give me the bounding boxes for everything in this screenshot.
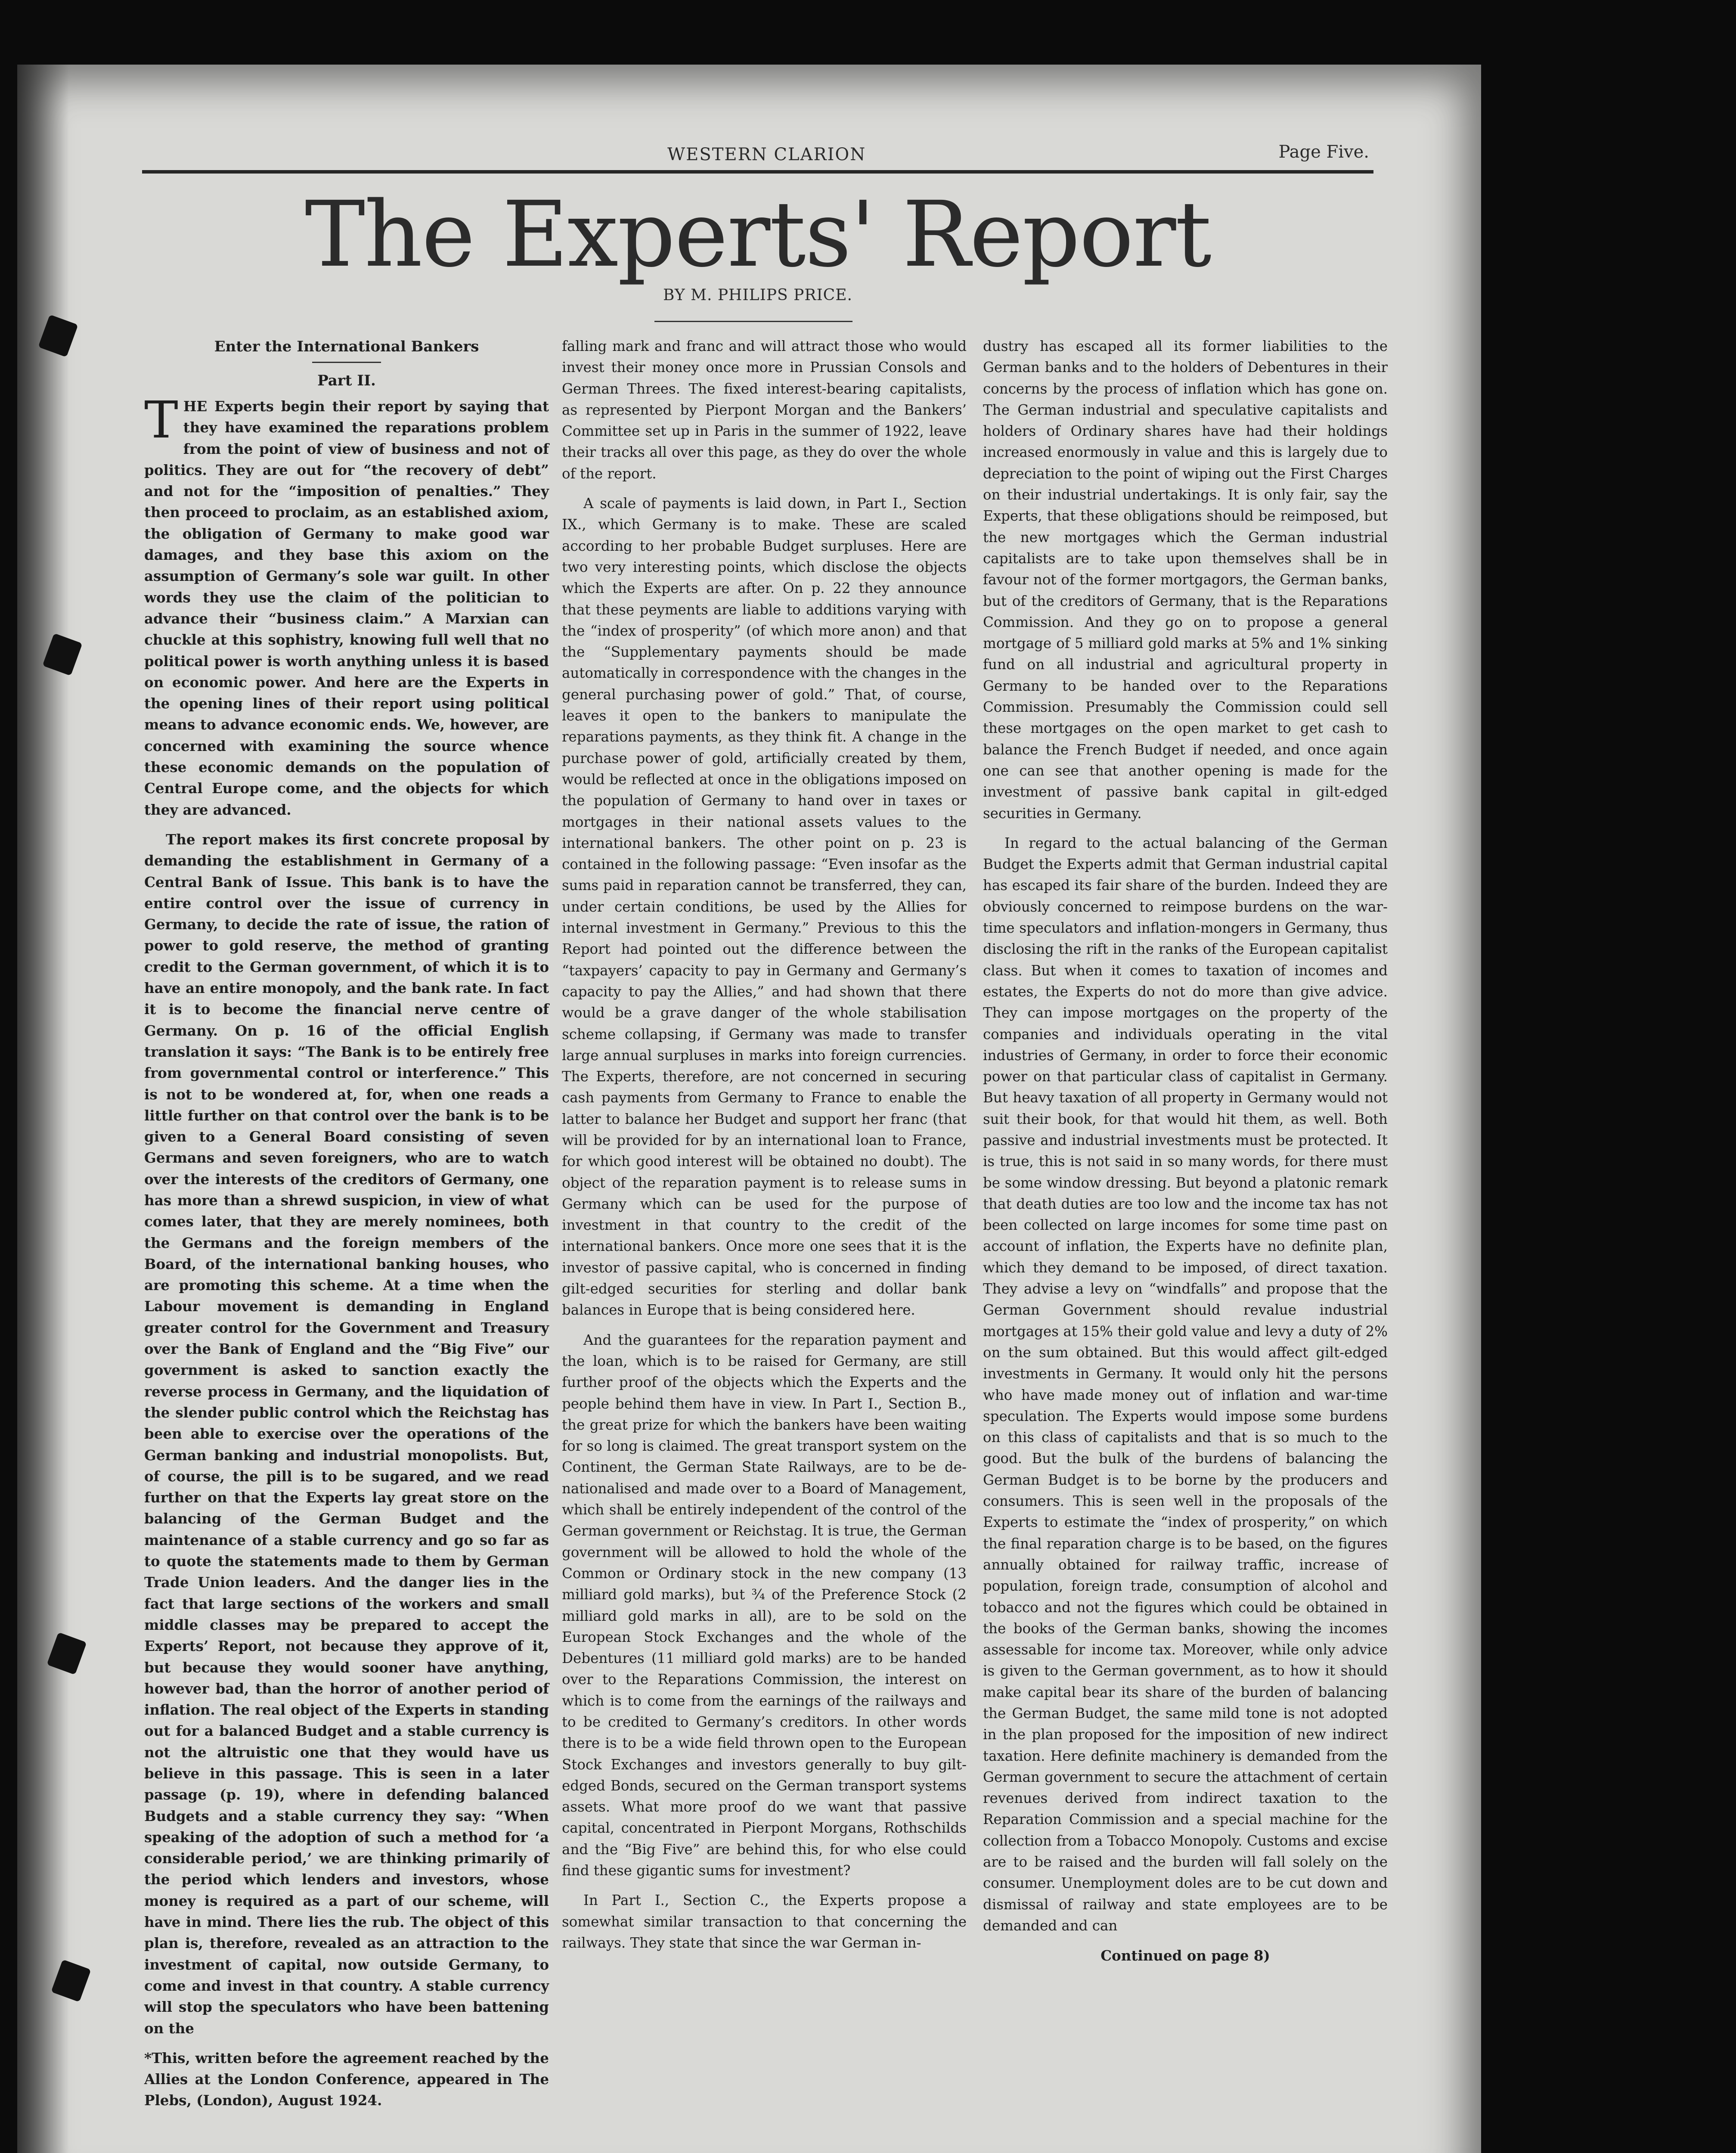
footnote: *This, written before the agreement reached by the Allies at the London Conference, appeared in The Plebs, (London), August 1924. bbox=[144, 2049, 549, 2109]
section-heading: Enter the International Bankers bbox=[214, 338, 479, 355]
section-rule bbox=[312, 362, 381, 363]
masthead bbox=[142, 142, 1373, 172]
drop-cap: T bbox=[144, 390, 178, 450]
paragraph: falling mark and franc and will attract those who would invest their money once more in Prussian Consols and German Threes. The fixed interest-bearing capitalists, as represented by Pierpont Morgan and the Bankers’ Committee set up in Paris in the summer of 1922, leave their tracks all over this page, as they do over the whole of the report. bbox=[562, 338, 967, 482]
paper-name: WESTERN CLARION bbox=[667, 145, 866, 164]
scan-shadow bbox=[17, 65, 69, 2153]
paragraph: And the guarantees for the reparation payment and the loan, which is to be raised for Germany, are still further proof of the objects which the Experts and the people behind them have in view. In Part I., Section B., the great prize for which the bankers have been waiting for so long is claimed. The great transport system on the Continent, the German State Railways, are to be de-nationalised and made over to a Board of Management, which shall be entirely independent of the control of the German government or Reichstag. It is true, the German government will be allowed to hold the whole of the Common or Ordinary stock in the new company (13 milliard gold marks), but ¾ of the Preference Stock (2 milliard gold marks in all), are to be sold on the European Stock Exchanges and the whole of the Debentures (11 milliard gold marks) are to be handed over to the Reparations Commission, the interest on which is to come from the earnings of the railways and to be credited to Germany’s creditors. In other words there is to be a wide field thrown open to the European Stock Exchanges and investors generally to buy gilt-edged Bonds, secured on the German transport systems assets. What more proof do we want that passive capital, concentrated in Pierpont Morgans, Rothschilds and the “Big Five” are behind this, for who else could find these gigantic sums for investment? bbox=[562, 1331, 967, 1879]
byline-rule bbox=[654, 321, 852, 322]
column-2 bbox=[562, 336, 967, 1962]
continued-note: Continued on page 8) bbox=[1100, 1947, 1270, 1964]
paragraph-text: HE Experts begin their report by saying that they have examined the reparations problem from the point of view of business and not of politics. They are out for “the recovery of debt” and not for the “imposition of penalties.” They then proceed to proclaim, as an established axiom, the obligation of Germany to make good war damages, and they base this axiom on the assumption of Germany’s sole war guilt. In other words they use the claim of the politician to advance their “business claim.” A Marxian can chuckle at this sophistry, knowing full well that no political power is worth anything unless it is based on economic power. And here are the Experts in the opening lines of their report using political means to advance economic ends. We, however, are concerned with examining the source whence these economic demands on the population of Central Europe come, and the objects for which they are advanced. bbox=[144, 398, 549, 818]
paragraph: In Part I., Section C., the Experts propose a somewhat similar transaction to that concerning the railways. They state that since the war German in- bbox=[562, 1892, 967, 1951]
column-1 bbox=[144, 336, 549, 2120]
paragraph: dustry has escaped all its former liabilities to the German banks and to the holders of Debentures in their concerns by the process of inflation which has gone on. The German industrial and speculative capitalists and holders of Ordinary shares have had their holdings increased enormously in value and this is largely due to depreciation to the point of wiping out the First Charges on their industrial undertakings. It is only fair, say the Experts, that these obligations should be reimposed, but the new mortgages which the German industrial capitalists are to take upon themselves shall be in favour not of the former mortgagors, the German banks, but of the creditors of Germany, that is the Reparations Commission. And they go on to propose a general mortgage of 5 milliard gold marks at 5% and 1% sinking fund on all industrial and agricultural property in Germany to be handed over to the Reparations Commission. Presumably the Commission could sell these mortgages on the open market to get cash to balance the French Budget if needed, and once again one can see that another opening is made for the investment of passive bank capital in gilt-edged securities in Germany. bbox=[983, 338, 1388, 822]
paragraph: In regard to the actual balancing of the German Budget the Experts admit that German industrial capital has escaped its fair share of the burden. Indeed they are obviously concerned to reimpose burdens on the war-time speculators and inflation-mongers in Germany, thus disclosing the rift in the ranks of the European capitalist class. But when it comes to taxation of incomes and estates, the Experts do not do more than give advice. They can impose mortgages on the property of the companies and individuals operating in the vital industries of Germany, in order to force their economic power on that particular class of capitalist in Germany. But heavy taxation of all property in Germany would not suit their book, for that would hit them, as well. Both passive and industrial investments must be protected. It is true, this is not said in so many words, for there must be some window dressing. But beyond a platonic remark that death duties are too low and the income tax has not been collected on large incomes for some time past on account of inflation, the Experts have no definite plan, which they demand to be imposed, of direct taxation. They advise a levy on “windfalls” and propose that the German Government should revalue industrial mortgages at 15% their gold value and levy a duty of 2% on the sum obtained. But this would affect gilt-edged investments in Germany. It would only hit the persons who have made money out of inflation and war-time speculation. The Experts would impose some burdens on this class of capitalists and that is so much to the good. But the bulk of the burdens of balancing the German Budget is to be borne by the producers and consumers. This is seen well in the proposals of the Experts to estimate the “index of prosperity,” on which the final reparation charge is to be based, on the figures annually obtained for railway traffic, increase of population, foreign trade, consumption of alcohol and tobacco and not the figures which could be obtained in the books of the German banks, showing the incomes assessable for income tax. Moreover, while only advice is given to the German government, as to how it should make capital bear its share of the burden of balancing the German Budget, the same mild tone is not adopted in the plan proposed for the imposition of new indirect taxation. Here definite machinery is demanded from the German government to secure the attachment of certain revenues derived from indirect taxation to the Reparation Commission and a special machine for the collection from a Tobacco Monopoly. Customs and excise are to be raised and the burden will fall solely on the consumer. Unemployment doles are to be cut down and dismissal of railway and state employees are to be demanded and can bbox=[983, 835, 1388, 1934]
byline: BY M. PHILIPS PRICE. bbox=[663, 286, 852, 304]
column-3 bbox=[983, 336, 1388, 1975]
page-number: Page Five. bbox=[1278, 142, 1369, 162]
masthead-rule bbox=[142, 170, 1373, 174]
part-heading: Part II. bbox=[317, 372, 376, 389]
paragraph: The report makes its first concrete proposal by demanding the establishment in Germany of a Central Bank of Issue. This bank is to have the entire control over the issue of currency in Germany, to decide the rate of issue, the ration of power to gold reserve, the method of granting credit to the German government, of which it is to have an entire monopoly, and the bank rate. In fact it is to become the financial nerve centre of Germany. On p. 16 of the official English translation it says: “The Bank is to be entirely free from governmental control or interference.” This is not to be wondered at, for, when one reads a little further on that control over the bank is to be given to a General Board consisting of seven Germans and seven foreigners, who are to watch over the interests of the creditors of Germany, one has more than a shrewd suspicion, in view of what comes later, that they are merely nominees, both the Germans and the foreign members of the Board, of the international banking houses, who are promoting this scheme. At a time when the Labour movement is demanding in England greater control for the Government and Treasury over the Bank of England and the “Big Five” our government is asked to sanction exactly the reverse process in Germany, and the liquidation of the slender public control which the Reichstag has been able to exercise over the operations of the German banking and industrial monopolists. But, of course, the pill is to be sugared, and we read further on that the Experts lay great store on the balancing of the German Budget and the maintenance of a stable currency and go so far as to quote the statements made to them by German Trade Union leaders. And the danger lies in the fact that large sections of the workers and small middle classes may be prepared to accept the Experts’ Report, not because they approve of it, but because they would sooner have anything, however bad, than the horror of another period of inflation. The real object of the Experts in standing out for a balanced Budget and a stable currency is not the altruistic one that they would have us believe in this passage. This is seen in a later passage (p. 19), where in defending balanced Budgets and a stable currency they say: “When speaking of the adoption of such a method for ‘a considerable period,’ we are thinking primarily of the period which lenders and investors, whose money is required as a part of our scheme, will have in mind. There lies the rub. The object of this plan is, therefore, revealed as an attraction to the investment of capital, now outside Germany, to come and invest in that country. A stable currency will stop the speculators who have been battening on the bbox=[144, 831, 549, 2037]
article-title: The Experts' Report bbox=[305, 182, 1211, 287]
paragraph: A scale of payments is laid down, in Part I., Section IX., which Germany is to make. These are scaled according to her probable Budget surpluses. Here are two very interesting points, which disclose the objects which the Experts are after. On p. 22 they announce that these peyments are liable to additions varying with the “index of prosperity” (of which more anon) and that the “Supplementary payments should be made automatically in correspondence with the changes in the general purchasing power of gold.” That, of course, leaves it open to the bankers to manipulate the reparations payments, as they think fit. A change in the purchase power of gold, artificially created by them, would be reflected at once in the obligations imposed on the population of Germany to hand over in taxes or mortgages in their national assets values to the international bankers. The other point on p. 23 is contained in the following passage: “Even insofar as the sums paid in reparation cannot be transferred, they can, under certain conditions, be used by the Allies for internal investment in Germany.” Previous to this the Report had pointed out the difference between the “taxpayers’ capacity to pay in Germany and Germany’s capacity to pay the Allies,” and had shown that there would be a grave danger of the whole stabilisation scheme collapsing, if Germany was made to transfer large annual surpluses in marks into foreign currencies. The Experts, therefore, are not concerned in securing cash payments from Germany to France to enable the latter to balance her Budget and support her franc (that will be provided for by an international loan to France, for which good interest will be obtained no doubt). The object of the reparation payment is to release sums in Germany which can be used for the purpose of investment in that country to the credit of the international bankers. Once more one sees that it is the investor of passive capital, who is concerned in finding gilt-edged securities for sterling and dollar bank balances in Europe that is being considered here. bbox=[562, 495, 967, 1318]
paragraph bbox=[144, 390, 549, 820]
